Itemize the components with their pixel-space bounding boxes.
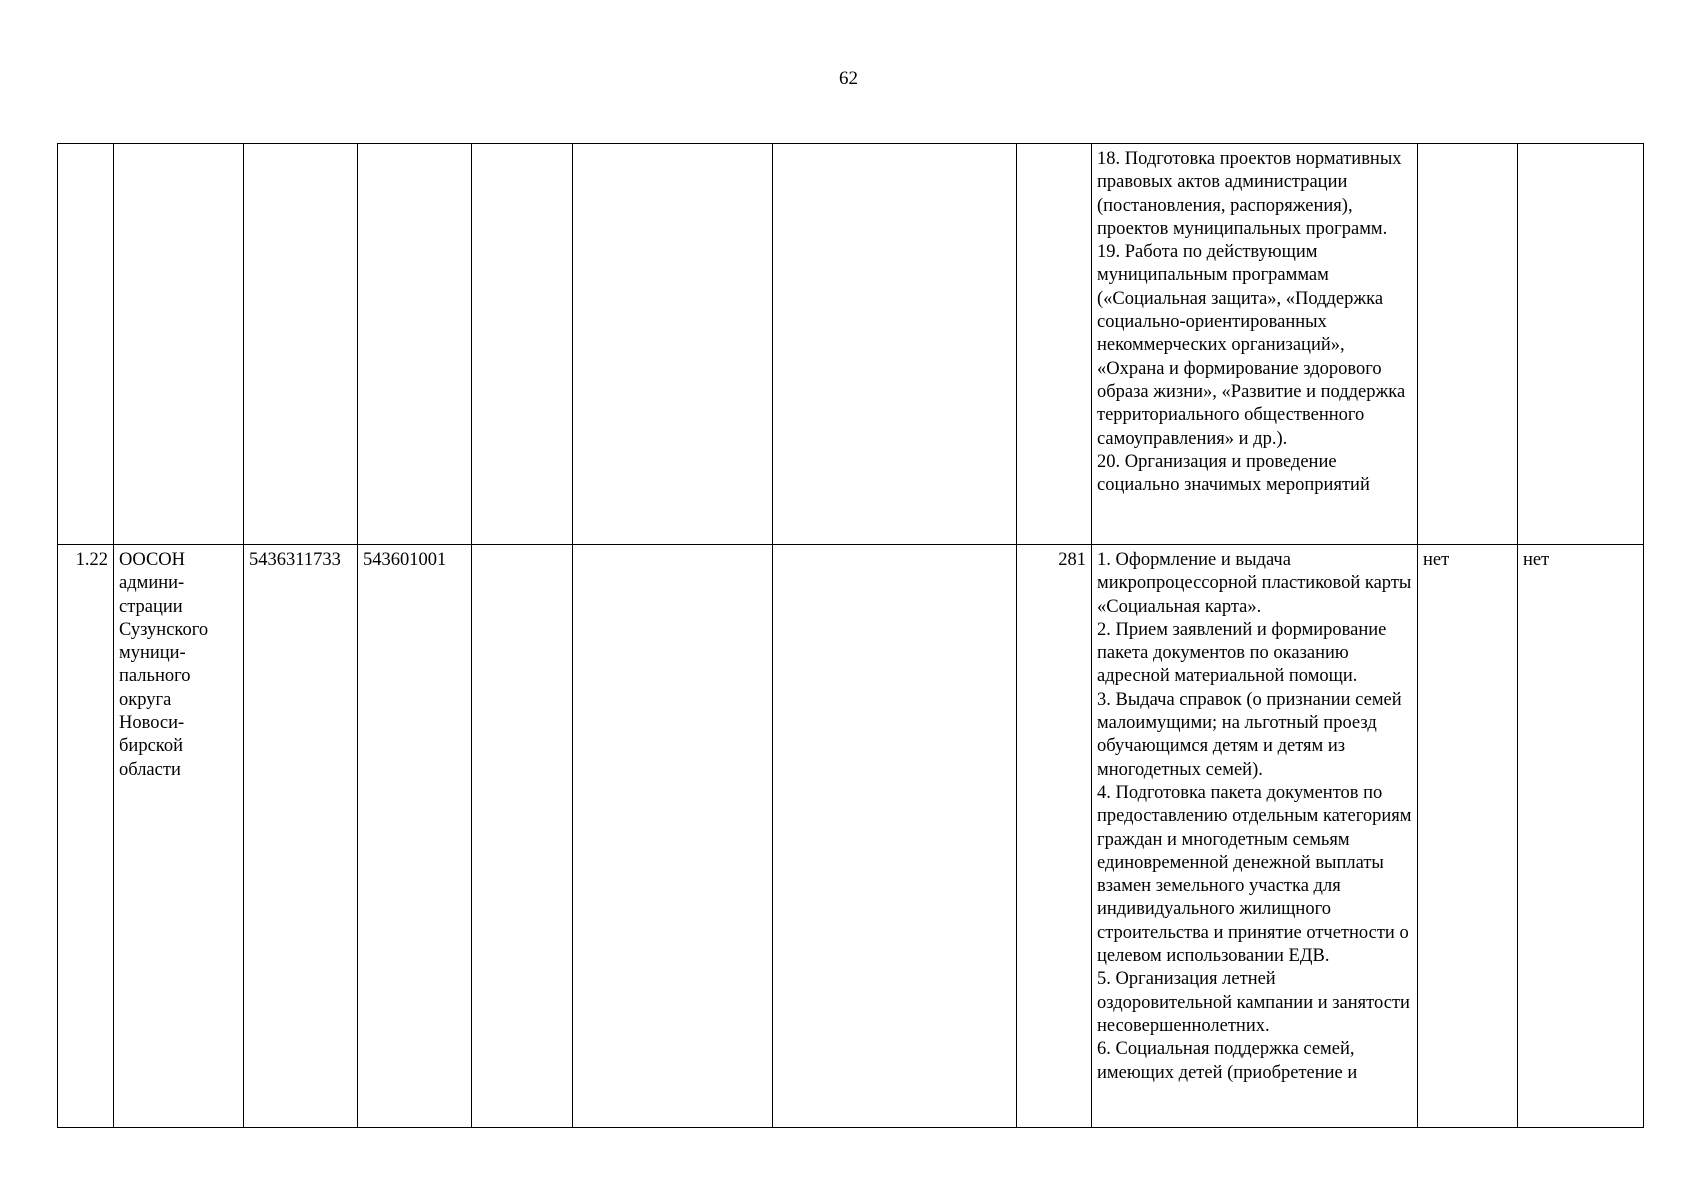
column-7-cell xyxy=(773,545,1017,1128)
column-5-cell xyxy=(472,144,573,545)
name-lines xyxy=(119,549,238,782)
name-line: Новоси- xyxy=(119,713,185,734)
name-line: округа xyxy=(119,689,172,710)
activity-item: 4. Подготовка пакета документов по предоставлению отдельным категориям граждан и многодетным семьям единовременной денежной выплаты взамен земельного участка для индивидуального жилищного строительства и принятие отчетности о целевом использовании ЕДВ. xyxy=(1097,782,1412,967)
activity-item: 20. Организация и проведение социально значимых мероприятий xyxy=(1097,451,1370,496)
name-line: муници- xyxy=(119,643,186,664)
name-line: Сузунского xyxy=(119,619,209,640)
name-line: области xyxy=(119,759,181,780)
column-7-cell xyxy=(773,144,1017,545)
column-6-cell xyxy=(573,545,773,1128)
count-cell xyxy=(1017,144,1092,545)
activity-item: 18. Подготовка проектов нормативных правовых актов администрации (постановления, распоряжения), проектов муниципальных программ. xyxy=(1097,149,1402,239)
activity-item: 6. Социальная поддержка семей, имеющих детей (приобретение и xyxy=(1097,1039,1358,1083)
column-5-cell xyxy=(472,545,573,1128)
registry-table xyxy=(57,143,1644,1128)
column-11-cell: нет xyxy=(1518,545,1644,1128)
column-10-cell xyxy=(1418,144,1518,545)
row-number-cell xyxy=(58,144,114,545)
column-6-cell xyxy=(573,144,773,545)
count-cell: 281 xyxy=(1017,545,1092,1128)
inn-cell xyxy=(244,144,358,545)
kpp-cell xyxy=(358,144,472,545)
activity-item: 19. Работа по действующим муниципальным программам («Социальная защита», «Поддержка социально-ориентированных некоммерческих организаций», «Охрана и формирование здорового образа жизни», «Развитие и поддержка территориального общественного самоуправления» и др.). xyxy=(1097,242,1406,449)
name-line: бирской xyxy=(119,736,183,757)
name-line: админи- xyxy=(119,573,185,594)
activity-item: 3. Выдача справок (о признании семей малоимущими; на льготный проезд обучающимся детям и детям из многодетных семей). xyxy=(1097,689,1402,780)
activities-cell xyxy=(1092,545,1418,1128)
activities-cell xyxy=(1092,144,1418,545)
row-number-cell: 1.22 xyxy=(58,545,114,1128)
activity-item: 1. Оформление и выдача микропроцессорной пластиковой карты «Социальная карта». xyxy=(1097,550,1412,617)
name-line: пального xyxy=(119,666,191,687)
inn-cell: 5436311733 xyxy=(244,545,358,1128)
kpp-cell: 543601001 xyxy=(358,545,472,1128)
table-row xyxy=(58,545,1644,1128)
organization-name-cell xyxy=(114,144,244,545)
activity-item: 5. Организация летней оздоровительной кампании и занятости несовершеннолетних. xyxy=(1097,969,1410,1036)
activity-item: 2. Прием заявлений и формирование пакета документов по оказанию адресной материальной помощи. xyxy=(1097,619,1387,687)
column-10-cell: нет xyxy=(1418,545,1518,1128)
page-number: 62 xyxy=(839,68,858,89)
column-11-cell xyxy=(1518,144,1644,545)
name-line: страции xyxy=(119,596,183,617)
table-row xyxy=(58,144,1644,545)
name-line: ООСОН xyxy=(119,550,186,570)
organization-name-cell xyxy=(114,545,244,1128)
